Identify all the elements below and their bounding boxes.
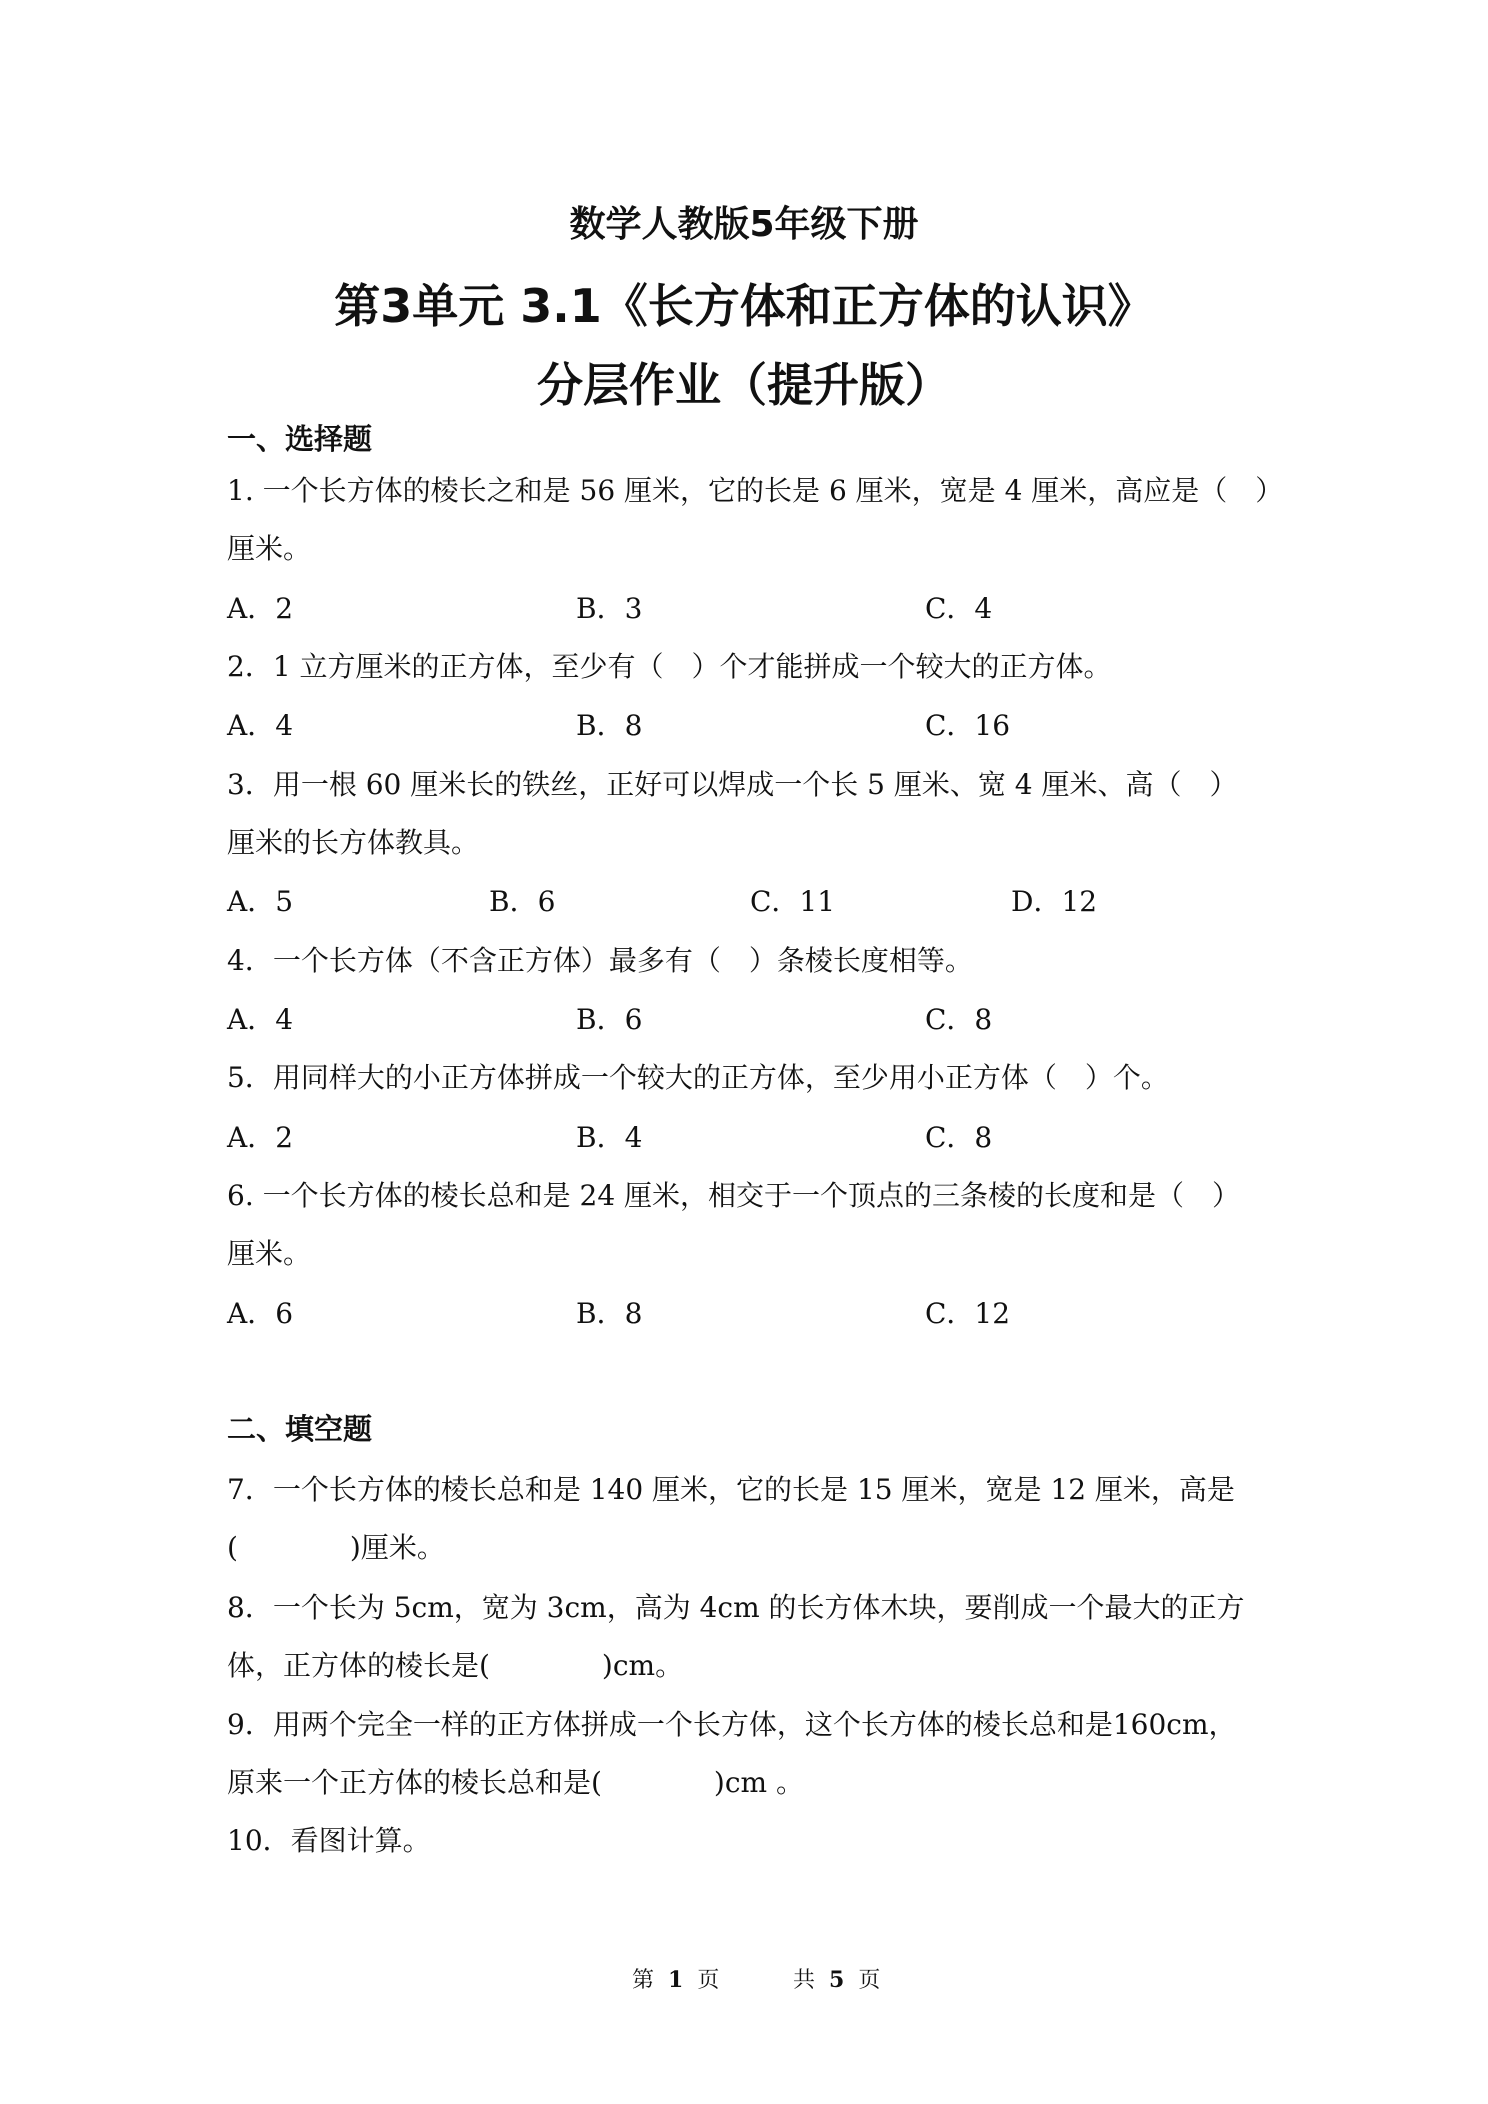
page-prefix: 第 (632, 1968, 655, 1993)
question-7-text: 7．一个长方体的棱长总和是 140 厘米，它的长是 15 厘米，宽是 12 厘米，高是 (227, 1473, 1235, 1506)
question-1-option-c: C．4 (925, 592, 993, 625)
document-title: 数学人教版5年级下册 (569, 204, 919, 245)
total-prefix: 共 (793, 1968, 816, 1993)
page-total (793, 1963, 880, 1994)
question-3-option-c: C．11 (750, 885, 836, 918)
question-3-option-b: B．6 (489, 885, 556, 918)
question-2-option-b: B．8 (576, 709, 643, 742)
section-heading-fill: 二、填空题 (227, 1412, 373, 1446)
question-8-text: 8．一个长为 5cm，宽为 3cm，高为 4cm 的长方体木块，要削成一个最大的正方 (227, 1591, 1245, 1624)
subtitle: 分层作业（提升版） (537, 358, 951, 412)
question-5-option-a: A．2 (227, 1121, 294, 1154)
question-3-text: 3．用一根 60 厘米长的铁丝，正好可以焊成一个长 5 厘米、宽 4 厘米、高（ ） (227, 768, 1238, 801)
question-1-text-cont: 厘米。 (227, 532, 312, 565)
question-5-option-c: C．8 (925, 1121, 993, 1154)
page-suffix: 页 (697, 1968, 720, 1993)
question-4-option-c: C．8 (925, 1003, 993, 1036)
question-6-text-cont: 厘米。 (227, 1237, 312, 1270)
unit-title: 第3单元 3.1《长方体和正方体的认识》 (334, 279, 1154, 333)
section-heading-choice: 一、选择题 (227, 422, 373, 456)
total-num: 5 (829, 1967, 845, 1993)
question-8-text-cont: 体，正方体的棱长是( )cm。 (227, 1649, 684, 1682)
question-1-option-b: B．3 (576, 592, 643, 625)
total-suffix: 页 (858, 1968, 881, 1993)
question-3-text-cont: 厘米的长方体教具。 (227, 826, 480, 859)
question-2-option-a: A．4 (227, 709, 294, 742)
question-9-text: 9．用两个完全一样的正方体拼成一个长方体，这个长方体的棱长总和是160cm， (227, 1708, 1237, 1741)
question-4-option-b: B．6 (576, 1003, 643, 1036)
question-6-option-a: A．6 (227, 1297, 294, 1330)
page-num: 1 (668, 1967, 684, 1993)
question-7-text-cont: ( )厘米。 (227, 1531, 445, 1564)
question-6-text: 6. 一个长方体的棱长总和是 24 厘米，相交于一个顶点的三条棱的长度和是（ ） (227, 1179, 1241, 1212)
question-5-option-b: B．4 (576, 1121, 643, 1154)
question-3-option-a: A．5 (227, 885, 294, 918)
question-4-text: 4．一个长方体（不含正方体）最多有（ ）条棱长度相等。 (227, 944, 973, 977)
page-number (632, 1963, 719, 1994)
question-5-text: 5．用同样大的小正方体拼成一个较大的正方体，至少用小正方体（ ）个。 (227, 1061, 1169, 1094)
question-2-option-c: C．16 (925, 709, 1011, 742)
question-4-option-a: A．4 (227, 1003, 294, 1036)
question-6-option-c: C．12 (925, 1297, 1011, 1330)
question-1-text: 1. 一个长方体的棱长之和是 56 厘米，它的长是 6 厘米，宽是 4 厘米，高应是（ ） (227, 474, 1284, 507)
question-3-option-d: D．12 (1011, 885, 1098, 918)
question-1-option-a: A．2 (227, 592, 294, 625)
question-2-text: 2．1 立方厘米的正方体，至少有（ ）个才能拼成一个较大的正方体。 (227, 650, 1112, 683)
question-6-option-b: B．8 (576, 1297, 643, 1330)
question-9-text-cont: 原来一个正方体的棱长总和是( )cm 。 (227, 1766, 804, 1799)
question-10-text: 10．看图计算。 (227, 1824, 431, 1857)
